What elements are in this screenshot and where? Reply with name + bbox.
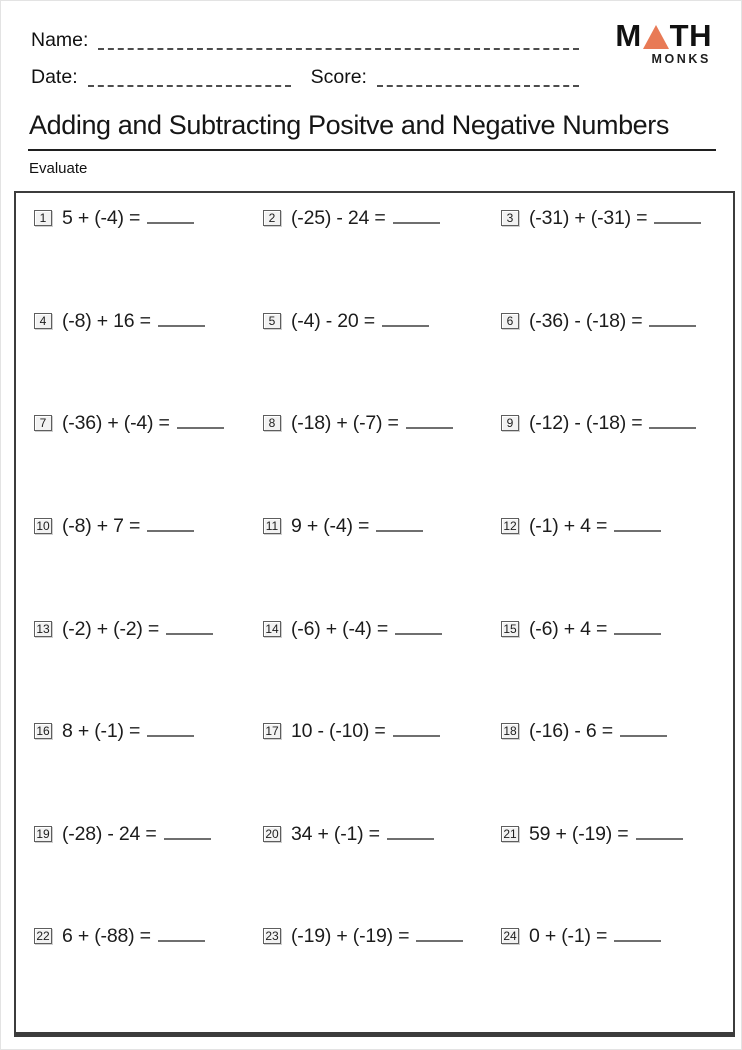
problem-expression: (-36) - (-18) = [529,310,696,333]
problem-number: 15 [501,621,519,637]
problem-item [34,823,263,926]
problem-expression: 10 - (-10) = [291,720,440,743]
problem-item [263,310,501,413]
problem-item [34,618,263,721]
problem-expression: (-2) + (-2) = [62,618,213,641]
date-label: Date: [31,66,78,88]
answer-blank[interactable] [382,310,429,327]
problem-expression: 34 + (-1) = [291,823,434,846]
logo-letter-m: M [615,18,642,53]
problem-item [501,412,725,515]
problem-expression: (-12) - (-18) = [529,412,696,435]
triangle-icon [643,25,669,49]
name-label: Name: [31,29,89,51]
problem-expression: (-6) + (-4) = [291,618,442,641]
problem-expression: (-16) - 6 = [529,720,667,743]
answer-blank[interactable] [147,720,194,737]
problem-expression: 0 + (-1) = [529,925,661,948]
logo-letters-th: TH [669,18,712,53]
name-row [31,28,579,52]
logo-wordmark [615,18,712,53]
problem-number: 13 [34,621,52,637]
problem-expression: 9 + (-4) = [291,515,423,538]
problem-number: 1 [34,210,52,226]
problem-item [263,207,501,310]
problem-expression: (-8) + 7 = [62,515,194,538]
problem-item [263,720,501,823]
problem-number: 10 [34,518,52,534]
score-label: Score: [310,66,367,88]
problem-expression: (-18) + (-7) = [291,412,453,435]
problem-number: 24 [501,928,519,944]
answer-blank[interactable] [177,412,224,429]
problem-item [34,310,263,413]
problem-expression: (-6) + 4 = [529,618,661,641]
answer-blank[interactable] [649,310,696,327]
answer-blank[interactable] [649,412,696,429]
score-blank-line[interactable] [377,65,579,87]
answer-blank[interactable] [393,207,440,224]
problem-item [501,823,725,926]
answer-blank[interactable] [614,515,661,532]
problem-number: 8 [263,415,281,431]
problem-number: 14 [263,621,281,637]
title-underline [28,149,716,151]
problem-item [501,925,725,1028]
problem-expression: (-8) + 16 = [62,310,205,333]
problem-number: 16 [34,723,52,739]
answer-blank[interactable] [393,720,440,737]
problem-number: 20 [263,826,281,842]
problems-grid [16,193,733,1032]
problem-number: 22 [34,928,52,944]
problem-item [501,618,725,721]
problem-number: 11 [263,518,281,534]
answer-blank[interactable] [164,823,211,840]
problem-number: 6 [501,313,519,329]
answer-blank[interactable] [614,618,661,635]
problem-expression: 6 + (-88) = [62,925,205,948]
problem-item [263,515,501,618]
answer-blank[interactable] [654,207,701,224]
problem-expression: 8 + (-1) = [62,720,194,743]
answer-blank[interactable] [147,207,194,224]
problem-expression: (-1) + 4 = [529,515,661,538]
problem-item [34,412,263,515]
problem-expression: (-4) - 20 = [291,310,429,333]
problem-item [263,925,501,1028]
answer-blank[interactable] [158,925,205,942]
problem-number: 12 [501,518,519,534]
problem-number: 5 [263,313,281,329]
problem-item [263,823,501,926]
instruction-label: Evaluate [29,160,88,177]
problems-box [14,191,735,1037]
problem-item [501,207,725,310]
math-monks-logo [615,18,712,66]
answer-blank[interactable] [636,823,683,840]
problem-expression: (-36) + (-4) = [62,412,224,435]
answer-blank[interactable] [614,925,661,942]
problem-item [34,925,263,1028]
problem-number: 4 [34,313,52,329]
problem-expression: (-19) + (-19) = [291,925,463,948]
problem-number: 17 [263,723,281,739]
problem-number: 18 [501,723,519,739]
problem-expression: (-31) + (-31) = [529,207,701,230]
problem-item [34,515,263,618]
problem-item [34,207,263,310]
answer-blank[interactable] [416,925,463,942]
problem-item [263,412,501,515]
problem-number: 2 [263,210,281,226]
name-blank-line[interactable] [98,28,579,50]
date-blank-line[interactable] [88,65,291,87]
problem-item [501,720,725,823]
problem-item [34,720,263,823]
problem-number: 7 [34,415,52,431]
problem-item [263,618,501,721]
worksheet-title: Adding and Subtracting Positve and Negative Numbers [29,110,669,140]
problem-number: 9 [501,415,519,431]
problem-expression: 5 + (-4) = [62,207,194,230]
problem-item [501,515,725,618]
problem-number: 3 [501,210,519,226]
problem-expression: 59 + (-19) = [529,823,683,846]
answer-blank[interactable] [387,823,434,840]
problem-expression: (-25) - 24 = [291,207,440,230]
answer-blank[interactable] [166,618,213,635]
answer-blank[interactable] [376,515,423,532]
answer-blank[interactable] [395,618,442,635]
problem-item [501,310,725,413]
answer-blank[interactable] [158,310,205,327]
problem-number: 19 [34,826,52,842]
problem-number: 21 [501,826,519,842]
logo-subtitle: MONKS [651,52,711,66]
problem-number: 23 [263,928,281,944]
problem-expression: (-28) - 24 = [62,823,211,846]
answer-blank[interactable] [406,412,453,429]
answer-blank[interactable] [147,515,194,532]
answer-blank[interactable] [620,720,667,737]
date-score-row [31,65,579,89]
